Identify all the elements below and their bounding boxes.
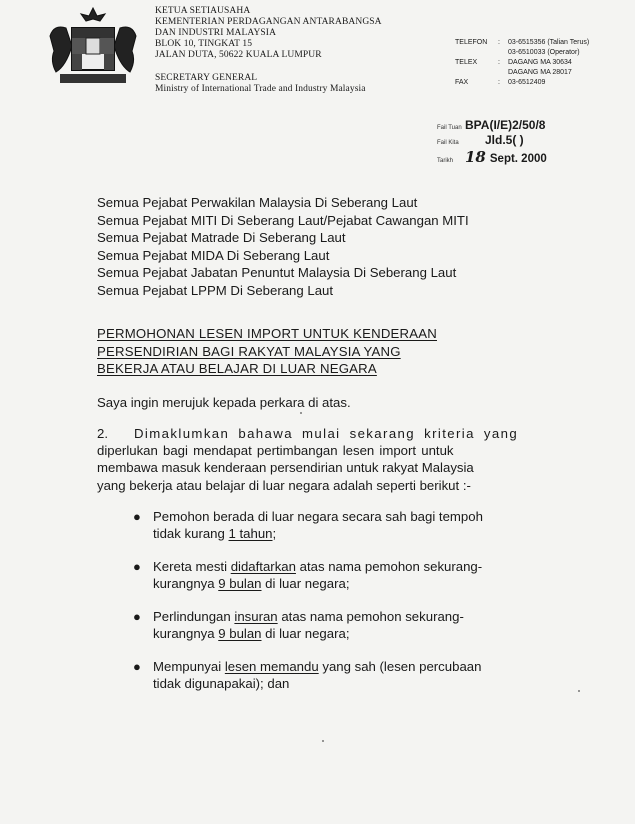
- contact-label: TELEFON: [455, 39, 488, 46]
- subject-heading: [97, 325, 577, 378]
- contact-value: 03-6510033 (Operator): [508, 49, 580, 56]
- reference-row-fail-kita: [437, 133, 632, 148]
- letterhead-title-line: DAN INDUSTRI MALAYSIA: [155, 28, 277, 38]
- underlined-text: lesen memandu: [224, 658, 319, 674]
- paragraph-number: 2.: [97, 426, 108, 441]
- text-run: Perlindungan: [153, 608, 235, 624]
- underlined-text: 9 bulan: [218, 576, 262, 592]
- list-item-line: [153, 575, 558, 592]
- contact-value: DAGANG MA 30634: [508, 59, 572, 66]
- subject-line: PERSENDIRIAN BAGI RAKYAT MALAYSIA YANG: [97, 343, 401, 359]
- paragraph-line: diperlukan bagi mendapat pertimbangan lesen import untuk: [97, 443, 454, 459]
- reference-label: Fail Tuan: [437, 125, 462, 131]
- letterhead-address-line: BLOK 10, TINGKAT 15: [155, 39, 253, 49]
- list-item-line: [153, 625, 558, 642]
- reference-row-tarikh: [437, 148, 632, 166]
- criteria-list: [128, 508, 558, 708]
- text-run: atas nama pemohon sekurang-: [295, 558, 483, 574]
- letterhead-secretary-general: SECRETARY GENERAL: [155, 73, 258, 83]
- scan-speck: [322, 740, 324, 742]
- contact-row-telefon: [455, 38, 630, 48]
- date-day-handwritten: 18: [465, 148, 486, 166]
- malaysia-coat-of-arms-icon: [46, 6, 140, 86]
- text-run: Kereta mesti: [153, 558, 231, 574]
- contact-value: 03-6515356 (Talian Terus): [508, 39, 590, 46]
- list-item: [128, 508, 558, 542]
- paragraph-text: Dimaklumkan bahawa mulai sekarang kriteria yang: [134, 426, 519, 441]
- addressee-list: [97, 194, 577, 300]
- contact-row-telefon-2: [455, 48, 630, 58]
- text-run: di luar negara;: [261, 626, 350, 642]
- addressee-line: Semua Pejabat Jabatan Penuntut Malaysia Di Seberang Laut: [97, 265, 457, 281]
- letterhead-address-line: JALAN DUTA, 50622 KUALA LUMPUR: [155, 50, 322, 60]
- letterhead-ministry: [155, 6, 445, 95]
- letterhead-ministry-english: Ministry of International Trade and Industry Malaysia: [155, 84, 366, 94]
- text-run: yang sah (lesen percubaan: [318, 658, 482, 674]
- text-run: di luar negara;: [261, 576, 350, 592]
- letterhead-title-line: KETUA SETIAUSAHA: [155, 6, 251, 16]
- contact-value: DAGANG MA 28017: [508, 69, 572, 76]
- contact-colon: :: [498, 39, 500, 46]
- list-item-line: Pemohon berada di luar negara secara sah bagi tempoh: [153, 509, 483, 524]
- list-item-line: tidak digunapakai); dan: [153, 675, 290, 691]
- reference-label: Tarikh: [437, 158, 454, 164]
- paragraph-line: yang bekerja atau belajar di luar negara adalah seperti berikut :-: [97, 477, 471, 493]
- reference-block: [437, 118, 632, 166]
- list-item-line: [153, 558, 558, 575]
- date-value: Sept. 2000: [489, 153, 547, 165]
- subject-line: BEKERJA ATAU BELAJAR DI LUAR NEGARA: [97, 361, 377, 377]
- underlined-text: 1 tahun: [228, 526, 273, 542]
- text-run: tidak kurang: [153, 526, 229, 542]
- scan-speck: [578, 690, 580, 692]
- text-run: Mempunyai: [153, 658, 225, 674]
- reference-value: BPA(I/E)2/50/8: [465, 118, 546, 132]
- list-item: [128, 608, 558, 642]
- paragraph-line: [97, 425, 552, 442]
- scan-speck: [300, 412, 302, 414]
- list-item-line: [153, 608, 558, 625]
- text-run: kurangnya: [153, 576, 219, 592]
- contact-row-telex: [455, 58, 630, 68]
- contact-label: FAX: [455, 79, 469, 86]
- contact-label: TELEX: [455, 59, 478, 66]
- addressee-line: Semua Pejabat LPPM Di Seberang Laut: [97, 282, 334, 298]
- contact-row-fax: [455, 78, 630, 88]
- text-run: atas nama pemohon sekurang-: [277, 608, 464, 624]
- reference-value: Jld.5( ): [485, 133, 524, 147]
- underlined-text: 9 bulan: [218, 626, 262, 642]
- contact-value: 03-6512409: [508, 79, 546, 86]
- bullet-icon: ●: [133, 509, 141, 524]
- reference-label: Fail Kita: [437, 140, 459, 146]
- paragraph-line: membawa masuk kenderaan persendirian untuk rakyat Malaysia: [97, 460, 474, 476]
- contact-colon: :: [498, 59, 500, 66]
- bullet-icon: ●: [133, 658, 141, 674]
- intro-paragraph: Saya ingin merujuk kepada perkara di atas.: [97, 395, 351, 410]
- addressee-line: Semua Pejabat Perwakilan Malaysia Di Seberang Laut: [97, 195, 418, 210]
- bullet-icon: ●: [133, 608, 141, 624]
- underlined-text: didaftarkan: [230, 558, 296, 574]
- contact-row-telex-2: [455, 68, 630, 78]
- paragraph-2: [97, 425, 552, 494]
- list-item-line: [153, 658, 558, 675]
- list-item: [128, 658, 558, 692]
- reference-row-fail-tuan: [437, 118, 632, 133]
- underlined-text: insuran: [234, 608, 278, 624]
- text-run: ;: [272, 526, 277, 542]
- contact-colon: :: [498, 79, 500, 86]
- letterhead-contact: [455, 38, 630, 88]
- bullet-icon: ●: [133, 558, 141, 574]
- addressee-line: Semua Pejabat Matrade Di Seberang Laut: [97, 230, 346, 246]
- text-run: kurangnya: [153, 626, 219, 642]
- list-item: [128, 558, 558, 592]
- addressee-line: Semua Pejabat MITI Di Seberang Laut/Pejabat Cawangan MITI: [97, 212, 469, 228]
- addressee-line: Semua Pejabat MIDA Di Seberang Laut: [97, 247, 330, 263]
- letterhead-title-line: KEMENTERIAN PERDAGANGAN ANTARABANGSA: [155, 17, 382, 27]
- list-item-line: [153, 525, 558, 542]
- subject-line: PERMOHONAN LESEN IMPORT UNTUK KENDERAAN: [97, 326, 437, 341]
